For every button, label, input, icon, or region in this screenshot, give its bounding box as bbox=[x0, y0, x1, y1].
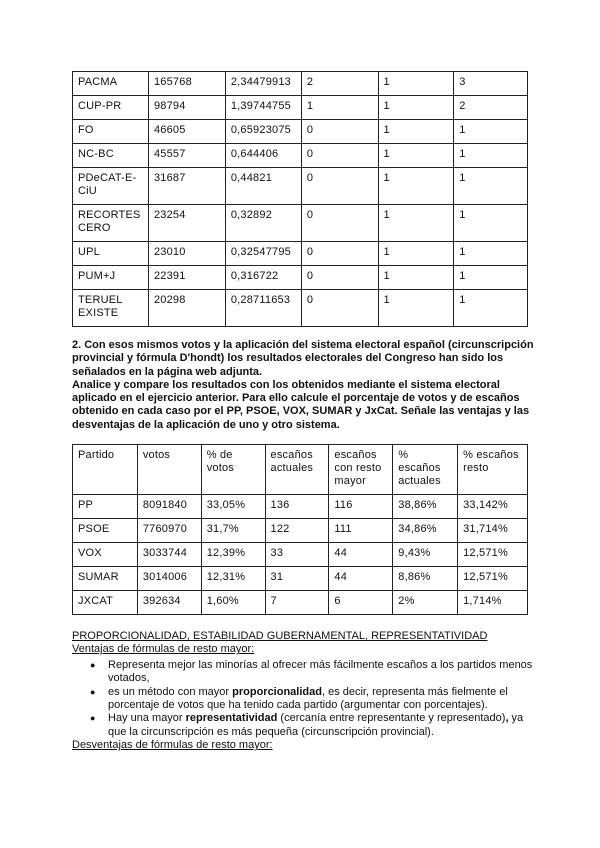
table-cell: 111 bbox=[329, 519, 393, 543]
table-cell: VOX bbox=[73, 543, 138, 567]
table-cell: 1 bbox=[454, 205, 528, 242]
table-cell: 165768 bbox=[148, 72, 225, 96]
table-cell: 33,05% bbox=[201, 495, 265, 519]
table-cell: 0,44821 bbox=[225, 168, 301, 205]
question-para-2: Analice y compare los resultados con los obtenidos mediante el sistema electoral aplicado en el ejercicio anterior. Para ello calcule el porcentaje de votos y de escaños obtenido en cada caso por el PP, PSOE, VOX, SUMAR y JxCat. Señale las ventajas y las desventajas de la aplicación de uno y otro sistema. bbox=[72, 378, 530, 431]
table-cell: 1 bbox=[454, 120, 528, 144]
table-cell: 8,86% bbox=[393, 567, 458, 591]
table-cell: 136 bbox=[265, 495, 329, 519]
table-header-cell: votos bbox=[137, 445, 201, 495]
table-cell: 31687 bbox=[148, 168, 225, 205]
table-cell: 0 bbox=[301, 290, 378, 327]
table-cell: 7760970 bbox=[137, 519, 201, 543]
table-cell: 2 bbox=[301, 72, 378, 96]
table-row bbox=[73, 495, 528, 519]
table-cell: 1 bbox=[378, 120, 454, 144]
table-cell: 1 bbox=[378, 168, 454, 205]
table-cell: 1 bbox=[454, 290, 528, 327]
table-cell: NC-BC bbox=[73, 144, 149, 168]
table-header-cell: % escaños resto bbox=[458, 445, 528, 495]
table-cell: 44 bbox=[329, 567, 393, 591]
table-cell: 20298 bbox=[148, 290, 225, 327]
list-item: ● Representa mejor las minorías al ofrecer más fácilmente escaños a los partidos menos votados, bbox=[108, 659, 542, 686]
table-cell: 2,34479913 bbox=[225, 72, 301, 96]
table-cell: 0,32547795 bbox=[225, 242, 301, 266]
table-cell: 0,28711653 bbox=[225, 290, 301, 327]
table-cell: 6 bbox=[329, 591, 393, 615]
list-item: ● es un método con mayor proporcionalidad, es decir, representa más fielmente el porcentaje de votos que ha tenido cada partido (argumentar con porcentajes). bbox=[108, 686, 542, 713]
table-row bbox=[73, 290, 528, 327]
table-cell: 122 bbox=[265, 519, 329, 543]
table-cell: PDeCAT-E-CiU bbox=[73, 168, 149, 205]
table-header-cell: Partido bbox=[73, 445, 138, 495]
question-2 bbox=[72, 339, 542, 432]
question-para-1: 2. Con esos mismos votos y la aplicación del sistema electoral español (circunscripción provincial y fórmula D'hondt) los resultados electorales del Congreso han sido los señalados en la página web adjunta. bbox=[72, 339, 534, 378]
ventajas-list bbox=[72, 659, 542, 739]
table-cell: 0 bbox=[301, 144, 378, 168]
table-cell: 31,714% bbox=[458, 519, 528, 543]
table-cell: 0,644406 bbox=[225, 144, 301, 168]
table-cell: 0 bbox=[301, 205, 378, 242]
table-cell: 12,31% bbox=[201, 567, 265, 591]
table-cell: 1 bbox=[454, 144, 528, 168]
table-cell: 1,714% bbox=[458, 591, 528, 615]
table-cell: 3 bbox=[454, 72, 528, 96]
table-cell: FO bbox=[73, 120, 149, 144]
table-cell: 33,142% bbox=[458, 495, 528, 519]
list-item: ● Hay una mayor representatividad (cercanía entre representante y representado), ya que la circunscripción es más pequeña (circunscripción provincial). bbox=[108, 712, 542, 739]
table-cell: 45557 bbox=[148, 144, 225, 168]
table-row bbox=[73, 72, 528, 96]
table-row bbox=[73, 205, 528, 242]
table-cell: 0,316722 bbox=[225, 266, 301, 290]
table-cell: 23010 bbox=[148, 242, 225, 266]
table-cell: 1 bbox=[301, 96, 378, 120]
table-cell: 9,43% bbox=[393, 543, 458, 567]
table-cell: 0,32892 bbox=[225, 205, 301, 242]
table-cell: 392634 bbox=[137, 591, 201, 615]
table-row bbox=[73, 543, 528, 567]
table-cell: PP bbox=[73, 495, 138, 519]
table-cell: 12,571% bbox=[458, 567, 528, 591]
table-row bbox=[73, 242, 528, 266]
table-row bbox=[73, 519, 528, 543]
table-cell: 116 bbox=[329, 495, 393, 519]
table-cell: PUM+J bbox=[73, 266, 149, 290]
table-header-cell: % escaños actuales bbox=[393, 445, 458, 495]
table-cell: 8091840 bbox=[137, 495, 201, 519]
notes-heading: PROPORCIONALIDAD, ESTABILIDAD GUBERNAMENTAL, REPRESENTATIVIDAD bbox=[72, 630, 488, 642]
table-cell: PACMA bbox=[73, 72, 149, 96]
table-header-row bbox=[73, 445, 528, 495]
table-cell: 98794 bbox=[148, 96, 225, 120]
table-header-cell: % de votos bbox=[201, 445, 265, 495]
table-row bbox=[73, 567, 528, 591]
table-cell: CUP-PR bbox=[73, 96, 149, 120]
table-cell: 1,39744755 bbox=[225, 96, 301, 120]
comparison-table bbox=[72, 444, 528, 615]
table-cell: 1 bbox=[378, 144, 454, 168]
table-cell: 31,7% bbox=[201, 519, 265, 543]
comparison-table-body bbox=[73, 445, 528, 615]
table-cell: 1 bbox=[454, 266, 528, 290]
table-cell: 33 bbox=[265, 543, 329, 567]
table-cell: 1 bbox=[378, 290, 454, 327]
ventajas-title: Ventajas de fórmulas de resto mayor: bbox=[72, 643, 255, 656]
table-cell: SUMAR bbox=[73, 567, 138, 591]
table-cell: 7 bbox=[265, 591, 329, 615]
table-cell: 1 bbox=[378, 242, 454, 266]
table-cell: 31 bbox=[265, 567, 329, 591]
results-table-1 bbox=[72, 71, 528, 327]
desventajas-title: Desventajas de fórmulas de resto mayor: bbox=[72, 739, 273, 752]
table-cell: 12,571% bbox=[458, 543, 528, 567]
table-cell: 46605 bbox=[148, 120, 225, 144]
table-cell: PSOE bbox=[73, 519, 138, 543]
table-cell: RECORTES CERO bbox=[73, 205, 149, 242]
table-cell: 38,86% bbox=[393, 495, 458, 519]
table-cell: 0 bbox=[301, 266, 378, 290]
table-cell: 23254 bbox=[148, 205, 225, 242]
table-cell: 34,86% bbox=[393, 519, 458, 543]
table-cell: TERUEL EXISTE bbox=[73, 290, 149, 327]
table-cell: 44 bbox=[329, 543, 393, 567]
table-cell: 3033744 bbox=[137, 543, 201, 567]
results-table-1-body bbox=[73, 72, 528, 327]
table-cell: 0 bbox=[301, 242, 378, 266]
table-row bbox=[73, 120, 528, 144]
table-row bbox=[73, 144, 528, 168]
table-cell: 0 bbox=[301, 120, 378, 144]
table-header-cell: escaños actuales bbox=[265, 445, 329, 495]
table-cell: 1 bbox=[378, 96, 454, 120]
table-cell: 1 bbox=[378, 266, 454, 290]
table-cell: 0 bbox=[301, 168, 378, 205]
table-cell: 22391 bbox=[148, 266, 225, 290]
table-row bbox=[73, 168, 528, 205]
table-cell: 1,60% bbox=[201, 591, 265, 615]
table-cell: 1 bbox=[454, 168, 528, 205]
table-cell: JXCAT bbox=[73, 591, 138, 615]
table-cell: 3014006 bbox=[137, 567, 201, 591]
table-cell: 0,65923075 bbox=[225, 120, 301, 144]
table-cell: 1 bbox=[378, 72, 454, 96]
table-cell: UPL bbox=[73, 242, 149, 266]
table-cell: 2 bbox=[454, 96, 528, 120]
table-row bbox=[73, 266, 528, 290]
notes-section bbox=[72, 630, 542, 753]
table-cell: 2% bbox=[393, 591, 458, 615]
table-header-cell: escaños con resto mayor bbox=[329, 445, 393, 495]
table-row bbox=[73, 591, 528, 615]
table-cell: 12,39% bbox=[201, 543, 265, 567]
table-cell: 1 bbox=[454, 242, 528, 266]
table-cell: 1 bbox=[378, 205, 454, 242]
table-row bbox=[73, 96, 528, 120]
